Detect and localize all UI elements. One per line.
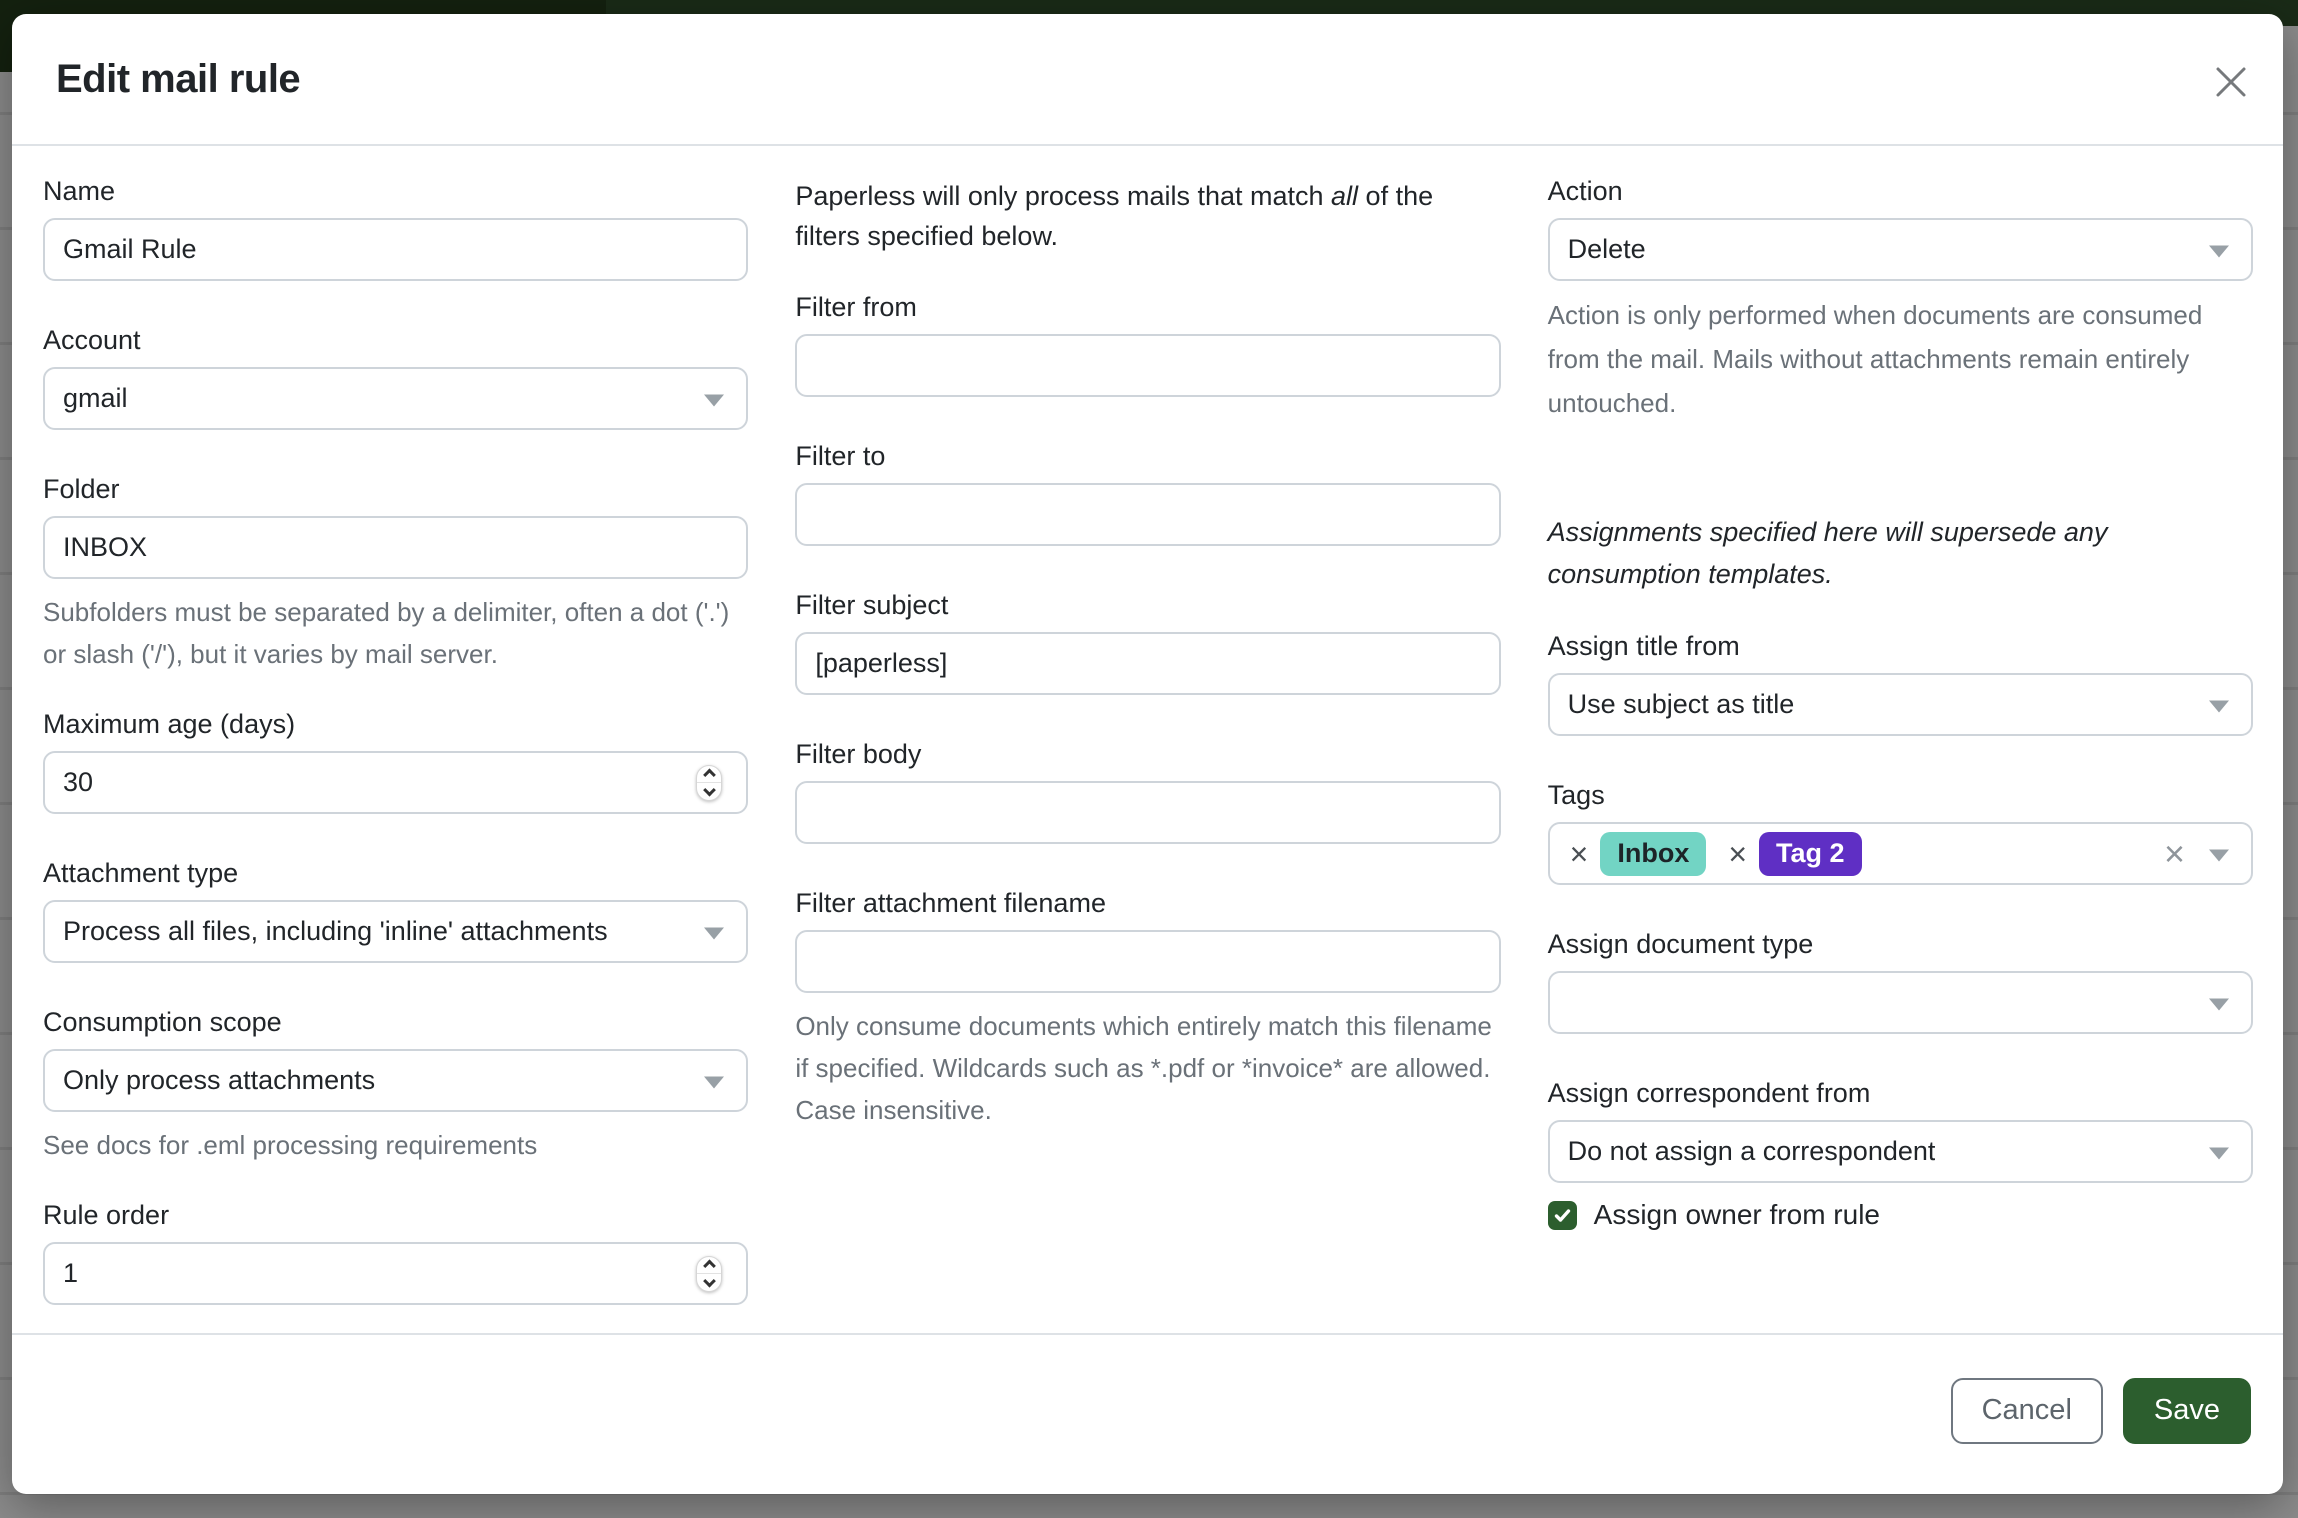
assign-owner-checkbox[interactable]: [1548, 1201, 1577, 1230]
chevron-down-icon: [704, 394, 724, 406]
edit-mail-rule-dialog: [12, 14, 2283, 1494]
consumption-scope-help-text: See docs for .eml processing requirements: [43, 1130, 538, 1160]
chevron-down-icon: [2209, 700, 2229, 712]
chevron-down-icon: [704, 927, 724, 939]
assign-correspondent-label: Assign correspondent from: [1547, 1078, 1871, 1108]
filters-intro-text: Paperless will only process mails that match all of the filters specified below.: [795, 181, 1434, 251]
stepper-down-icon: [703, 1274, 716, 1287]
action-help-text: Action is only performed when documents are consumed from the mail. Mails without attachments remain entirely untouched.: [1547, 300, 2203, 418]
assign-title-label: Assign title from: [1547, 631, 1740, 661]
name-label: Name: [43, 176, 116, 206]
check-icon: [1553, 1206, 1572, 1225]
filter-body-label: Filter body: [795, 739, 922, 769]
clear-tags-icon[interactable]: ×: [2163, 832, 2185, 874]
attachment-type-select[interactable]: Process all files, including 'inline' attachments: [43, 900, 748, 963]
stepper-up-icon: [703, 1260, 716, 1273]
number-stepper[interactable]: [696, 1256, 722, 1292]
number-stepper[interactable]: [696, 765, 722, 801]
column-actions: [1548, 174, 2253, 1333]
chevron-down-icon: [704, 1076, 724, 1088]
chevron-down-icon: [2209, 245, 2229, 257]
attachment-type-label: Attachment type: [43, 858, 239, 888]
folder-input[interactable]: [43, 516, 748, 579]
assign-doctype-select[interactable]: [1548, 971, 2253, 1034]
filter-subject-label: Filter subject: [795, 590, 949, 620]
max-age-input[interactable]: [43, 751, 748, 814]
assign-correspondent-select[interactable]: Do not assign a correspondent: [1548, 1120, 2253, 1183]
filter-to-input[interactable]: [795, 483, 1500, 546]
filter-from-input[interactable]: [795, 334, 1500, 397]
dialog-title: Edit mail rule: [56, 56, 301, 101]
rule-order-label: Rule order: [43, 1200, 170, 1230]
consumption-scope-select[interactable]: Only process attachments: [43, 1049, 748, 1112]
rule-order-input[interactable]: [43, 1242, 748, 1305]
save-button[interactable]: Save: [2123, 1378, 2251, 1444]
dialog-footer: [12, 1333, 2283, 1494]
name-input[interactable]: [43, 218, 748, 281]
chevron-down-icon: [2209, 849, 2229, 861]
account-select[interactable]: gmail: [43, 367, 748, 430]
action-select[interactable]: Delete: [1548, 218, 2253, 281]
cancel-button[interactable]: Cancel: [1951, 1378, 2103, 1444]
assign-title-select[interactable]: Use subject as title: [1548, 673, 2253, 736]
column-rule-settings: [43, 174, 748, 1333]
folder-label: Folder: [43, 474, 120, 504]
assign-owner-label: Assign owner from rule: [1593, 1199, 1880, 1230]
assignments-note: Assignments specified here will supersede any consumption templates.: [1547, 517, 2108, 589]
tag-chip[interactable]: Inbox: [1600, 832, 1706, 876]
filter-filename-label: Filter attachment filename: [795, 888, 1106, 918]
filter-filename-input[interactable]: [795, 930, 1500, 993]
chevron-down-icon: [2209, 1147, 2229, 1159]
remove-tag-icon[interactable]: ×: [1569, 835, 1589, 872]
chevron-down-icon: [2209, 998, 2229, 1010]
action-label: Action: [1547, 176, 1623, 206]
dialog-header: [12, 14, 2283, 146]
close-button[interactable]: [2209, 60, 2253, 104]
filter-filename-help-text: Only consume documents which entirely match this filename if specified. Wildcards such as *.pdf or *invoice* are allowed. Case insensitive.: [795, 1011, 1492, 1125]
assign-owner-row: [1548, 1199, 2253, 1231]
stepper-down-icon: [703, 783, 716, 796]
close-icon: [2213, 64, 2249, 100]
remove-tag-icon[interactable]: ×: [1728, 835, 1748, 872]
filter-body-input[interactable]: [795, 781, 1500, 844]
consumption-scope-label: Consumption scope: [43, 1007, 282, 1037]
column-filters: [795, 174, 1500, 1333]
folder-help-text: Subfolders must be separated by a delimiter, often a dot ('.') or slash ('/'), but it varies by mail server.: [43, 597, 730, 669]
tags-select[interactable]: [1548, 822, 2253, 885]
tags-label: Tags: [1547, 780, 1605, 810]
filter-to-label: Filter to: [795, 441, 886, 471]
filter-from-label: Filter from: [795, 292, 917, 322]
tag-chip[interactable]: Tag 2: [1759, 832, 1862, 876]
assign-doctype-label: Assign document type: [1547, 929, 1814, 959]
max-age-label: Maximum age (days): [43, 709, 296, 739]
filter-subject-input[interactable]: [795, 632, 1500, 695]
dialog-body: [12, 146, 2283, 1333]
stepper-up-icon: [703, 769, 716, 782]
account-label: Account: [43, 325, 141, 355]
